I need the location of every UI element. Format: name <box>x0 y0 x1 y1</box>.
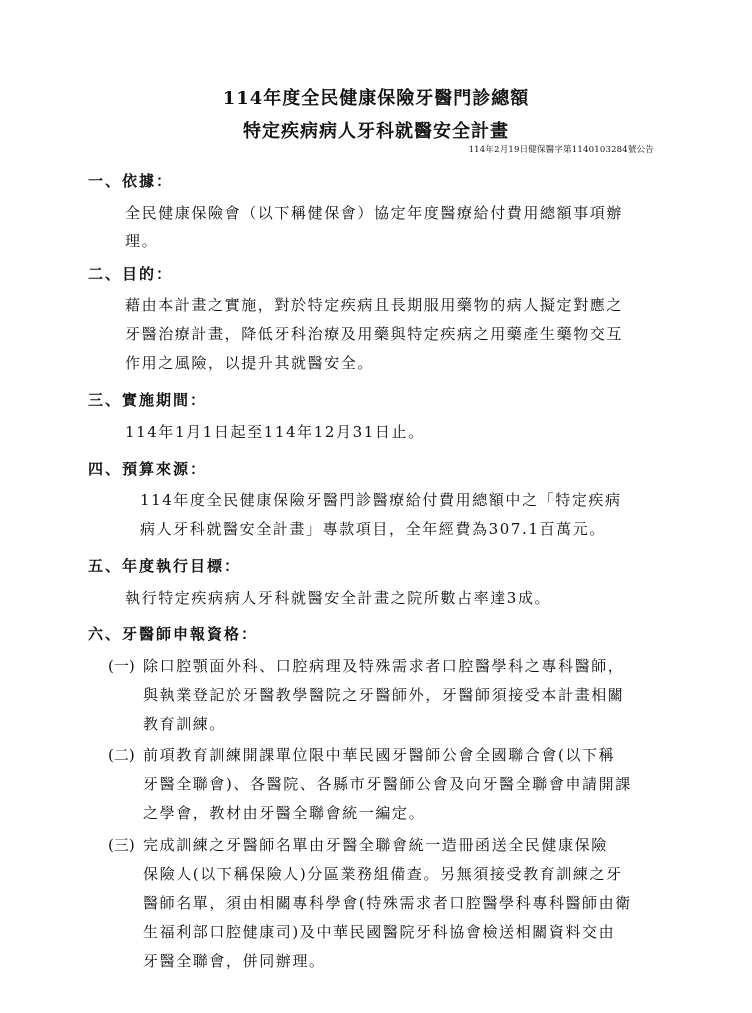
paragraph-line: 114年1月1日起至114年12月31日止。 <box>125 423 425 441</box>
paragraph-line: 114年度全民健康保險牙醫門診醫療給付費用總額中之「特定疾病 <box>140 491 622 509</box>
section-heading-budget: 四、預算來源： <box>88 460 208 478</box>
paragraph-line: 藉由本計畫之實施，對於特定疾病且長期服用藥物的病人擬定對應之 <box>125 296 624 314</box>
list-item-number: (三) <box>108 836 135 854</box>
list-item-line: 除口腔顎面外科、口腔病理及特殊需求者口腔醫學科之專科醫師， <box>143 657 625 675</box>
document-title-line1: 114年度全民健康保險牙醫門診總額 <box>222 88 530 109</box>
list-item-line: 醫師名單，須由相關專科學會(特殊需求者口腔醫學科專科醫師由衛 <box>143 894 632 912</box>
list-item-line: 之學會，教材由牙醫全聯會統一編定。 <box>143 804 426 822</box>
document-title-line2: 特定疾病病人牙科就醫安全計畫 <box>243 121 509 142</box>
paragraph-line: 病人牙科就醫安全計畫」專款項目，全年經費為307.1百萬元。 <box>140 520 606 538</box>
section-heading-qualification: 六、牙醫師申報資格： <box>88 625 259 643</box>
section-heading-basis: 一、依據： <box>88 172 174 190</box>
section-heading-period: 三、實施期間： <box>88 391 208 409</box>
paragraph-line: 牙醫治療計畫，降低牙科治療及用藥與特定疾病之用藥產生藥物交互 <box>125 325 624 343</box>
paragraph-line: 全民健康保險會（以下稱健保會）協定年度醫療給付費用總額事項辦 <box>125 204 624 222</box>
announcement-reference: 114年2月19日健保醫字第1140103284號公告 <box>468 145 654 155</box>
list-item-line: 教育訓練。 <box>143 715 227 733</box>
paragraph-line: 執行特定疾病病人牙科就醫安全計畫之院所數占率達3成。 <box>125 589 552 607</box>
list-item-line: 與執業登記於牙醫教學醫院之牙醫師外，牙醫師須接受本計畫相關 <box>143 686 625 704</box>
list-item-line: 完成訓練之牙醫師名單由牙醫全聯會統一造冊函送全民健康保險 <box>143 836 608 854</box>
list-item-line: 牙醫全聯會，併同辦理。 <box>143 952 326 970</box>
section-heading-target: 五、年度執行目標： <box>88 557 242 575</box>
paragraph-line: 理。 <box>125 232 159 250</box>
list-item-line: 保險人(以下稱保險人)分區業務組備查。另無須接受教育訓練之牙 <box>143 865 623 883</box>
section-heading-purpose: 二、目的： <box>88 265 174 283</box>
list-item-number: (二) <box>108 746 135 764</box>
paragraph-line: 作用之風險，以提升其就醫安全。 <box>125 354 375 372</box>
list-item-line: 前項教育訓練開課單位限中華民國牙醫師公會全國聯合會(以下稱 <box>143 746 616 764</box>
list-item-line: 生福利部口腔健康司)及中華民國醫院牙科協會檢送相關資料交由 <box>143 923 616 941</box>
list-item-number: (一) <box>108 657 135 675</box>
list-item-line: 牙醫全聯會)、各醫院、各縣市牙醫師公會及向牙醫全聯會申請開課 <box>143 775 632 793</box>
